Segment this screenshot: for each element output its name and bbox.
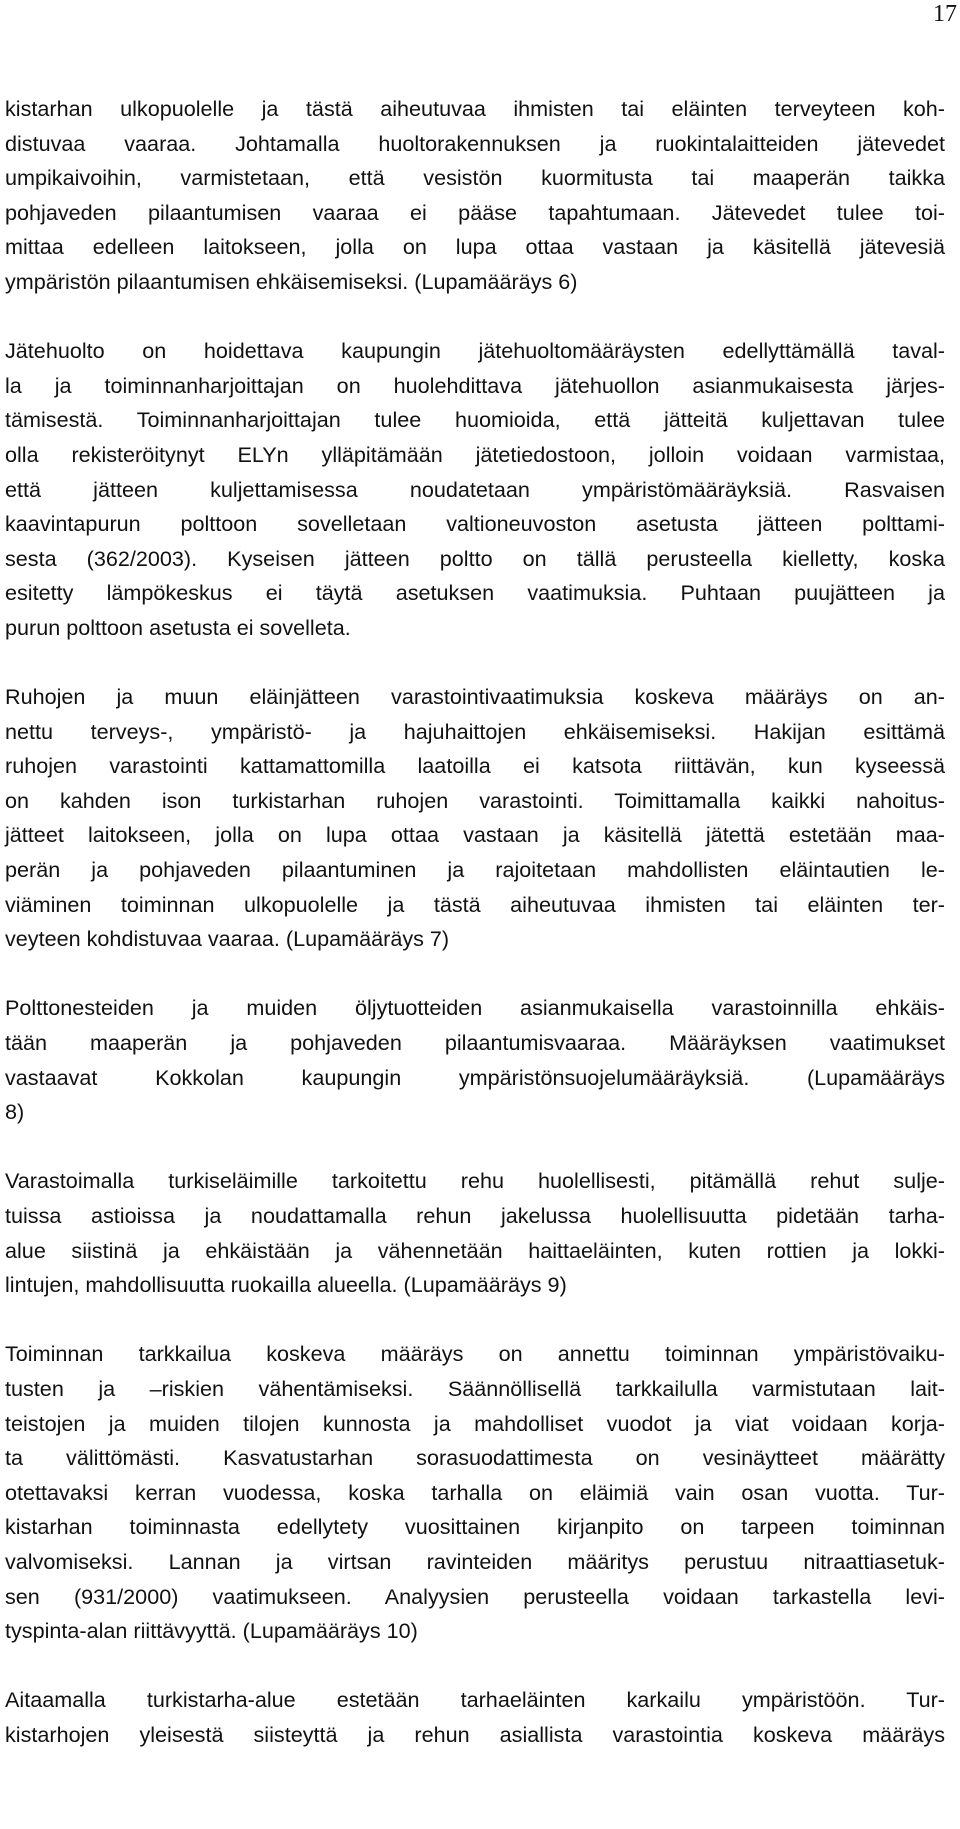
text-line: ta välittömästi. Kasvatustarhan sorasuodattimesta on vesinäytteet määrätty [5,1445,945,1471]
text-line: on kahden ison turkistarhan ruhojen varastointi. Toimittamalla kaikki nahoitus- [5,787,945,813]
document-body [5,92,945,1753]
text-line: distuvaa vaaraa. Johtamalla huoltorakennuksen ja ruokintalaitteiden jätevedet [5,130,945,156]
text-line: alue siistinä ja ehkäistään ja vähennetään haittaeläinten, kuten rottien ja lokki- [5,1237,945,1263]
text-line: Polttonesteiden ja muiden öljytuotteiden asianmukaisella varastoinnilla ehkäis- [5,995,945,1021]
text-line: Toiminnan tarkkailua koskeva määräys on annettu toiminnan ympäristövaiku- [5,1341,945,1367]
text-line: 8) [5,1099,25,1125]
text-line: sesta (362/2003). Kyseisen jätteen poltto on tällä perusteella kielletty, koska [5,545,945,571]
text-line: kistarhan ulkopuolelle ja tästä aiheutuvaa ihmisten tai eläinten terveyteen koh- [5,96,945,121]
page-number: 17 [933,1,957,27]
text-line: että jätteen kuljettamisessa noudatetaan ympäristömääräyksiä. Rasvaisen [5,476,945,502]
text-line: jätteet laitokseen, jolla on lupa ottaa vastaan ja käsitellä jätettä estetään maa- [5,822,945,848]
text-line: lintujen, mahdollisuutta ruokailla alueella. (Lupamääräys 9) [5,1272,567,1298]
paragraph [5,92,945,300]
text-line: tään maaperän ja pohjaveden pilaantumisvaaraa. Määräyksen vaatimukset [5,1030,945,1056]
text-line: tyspinta-alan riittävyyttä. (Lupamääräys 10) [5,1618,418,1644]
text-line: pohjaveden pilaantumisen vaaraa ei pääse tapahtumaan. Jätevedet tulee toi- [5,199,945,225]
text-line: kistarhan toiminnasta edellytety vuosittainen kirjanpito on tarpeen toiminnan [5,1514,945,1540]
text-line: veyteen kohdistuvaa vaaraa. (Lupamääräys 7) [5,926,450,952]
text-line: teistojen ja muiden tilojen kunnosta ja mahdolliset vuodot ja viat voidaan korja- [5,1410,945,1436]
text-line: la ja toiminnanharjoittajan on huolehdittava jätehuollon asianmukaisesta järjes- [5,372,945,398]
paragraph [5,1337,945,1648]
text-line: kistarhojen yleisestä siisteyttä ja rehun asiallista varastointia koskeva määräys [5,1721,945,1747]
text-line: olla rekisteröitynyt ELYn ylläpitämään jätetiedostoon, jolloin voidaan varmistaa, [5,441,945,467]
text-line: Varastoimalla turkiseläimille tarkoitettu rehu huolellisesti, pitämällä rehut sulje- [5,1168,945,1194]
text-line: viäminen toiminnan ulkopuolelle ja tästä aiheutuvaa ihmisten tai eläinten ter- [5,891,945,917]
text-line: perän ja pohjaveden pilaantuminen ja rajoitetaan mahdollisten eläintautien le- [5,857,945,883]
text-line: ruhojen varastointi kattamattomilla laatoilla ei katsota riittävän, kun kyseessä [5,753,945,779]
text-line: mittaa edelleen laitokseen, jolla on lupa ottaa vastaan ja käsitellä jätevesiä [5,234,945,260]
text-line: ympäristön pilaantumisen ehkäisemiseksi. (Lupamääräys 6) [5,268,578,294]
paragraph [5,991,945,1129]
text-line: sen (931/2000) vaatimukseen. Analyysien perusteella voidaan tarkastella levi- [5,1583,945,1609]
text-line: vastaavat Kokkolan kaupungin ympäristönsuojelumääräyksiä. (Lupamääräys [5,1064,945,1090]
text-line: Jätehuolto on hoidettava kaupungin jätehuoltomääräysten edellyttämällä taval- [5,338,945,364]
text-line: kaavintapurun polttoon sovelletaan valtioneuvoston asetusta jätteen polttami- [5,511,945,537]
paragraph [5,334,945,645]
text-line: umpikaivoihin, varmistetaan, että vesistön kuormitusta tai maaperän taikka [5,165,945,191]
text-line: otettavaksi kerran vuodessa, koska tarhalla on eläimiä vain osan vuotta. Tur- [5,1479,945,1505]
text-line: Ruhojen ja muun eläinjätteen varastointivaatimuksia koskeva määräys on an- [5,684,945,710]
text-line: Aitaamalla turkistarha-alue estetään tarhaeläinten karkailu ympäristöön. Tur- [5,1687,945,1713]
text-line: tämisestä. Toiminnanharjoittajan tulee huomioida, että jätteitä kuljettavan tulee [5,407,945,433]
text-line: tuissa astioissa ja noudattamalla rehun jakelussa huolellisuutta pidetään tarha- [5,1203,945,1228]
paragraph [5,1164,945,1302]
text-line: purun polttoon asetusta ei sovelleta. [5,614,351,640]
text-line: tusten ja –riskien vähentämiseksi. Säännöllisellä tarkkailulla varmistutaan lait- [5,1375,945,1401]
text-line: esitetty lämpökeskus ei täytä asetuksen vaatimuksia. Puhtaan puujätteen ja [5,580,945,606]
text-line: nettu terveys-, ympäristö- ja hajuhaittojen ehkäisemiseksi. Hakijan esittämä [5,718,945,744]
paragraph [5,680,945,957]
text-line: valvomiseksi. Lannan ja virtsan ravinteiden määritys perustuu nitraattiasetuk- [5,1548,945,1574]
paragraph [5,1683,945,1752]
